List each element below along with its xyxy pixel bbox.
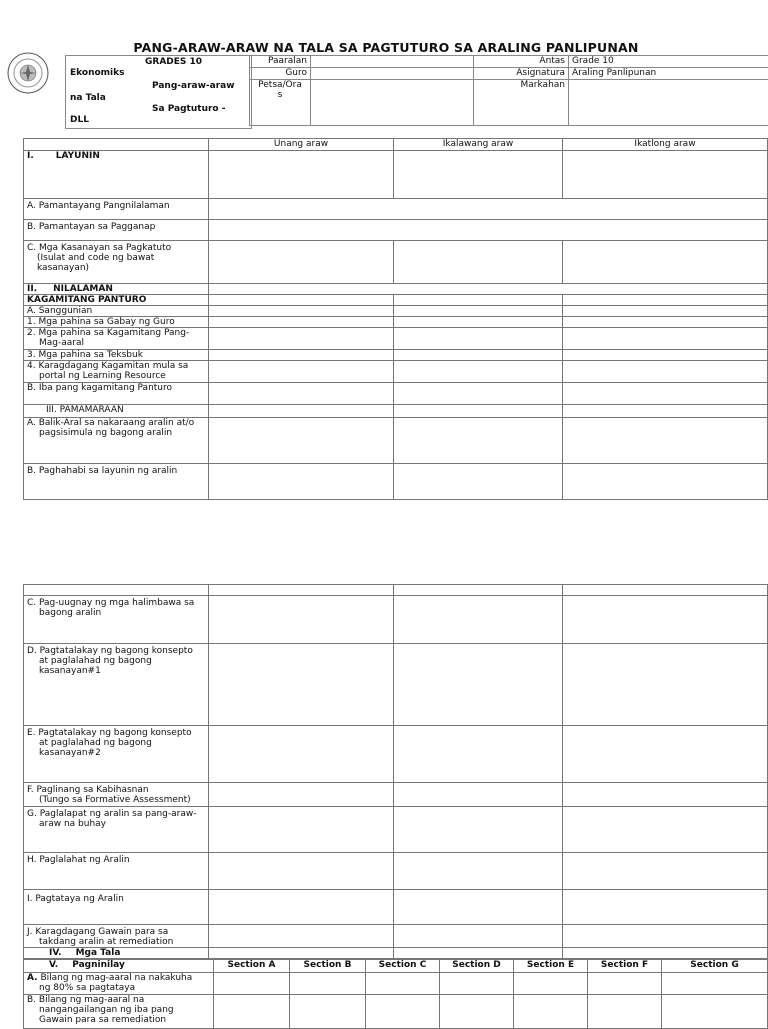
row-paglinang: F. Paglinang sa Kabihasnan (Tungo sa Formative Assessment)	[24, 783, 209, 807]
table-row	[24, 464, 768, 500]
lesson-table-part1	[23, 138, 768, 500]
field-petsa[interactable]	[311, 80, 474, 126]
label-guro: Guro	[250, 68, 311, 80]
row-bilang-remediation: B. Bilang ng mag-aaral na nangangailangan ng iba pang Gawain para sa remediation	[24, 995, 214, 1029]
page-title: PANG-ARAW-ARAW NA TALA SA PAGTUTURO SA ARALING PANLIPUNAN	[0, 40, 768, 55]
header-na-tala: na Tala	[70, 93, 106, 103]
value-asignatura[interactable]: Araling Panlipunan	[569, 68, 768, 80]
col-section-f: Section F	[588, 960, 662, 973]
row-balik-aral: A. Balik-Aral sa nakaraang aralin at/o pagsisimula ng bagong aralin	[24, 418, 209, 464]
col-section-a: Section A	[214, 960, 290, 973]
row-kagamitang-panturo: KAGAMITANG PANTURO	[24, 295, 209, 306]
row-pagtataya: I. Pagtataya ng Aralin	[24, 890, 209, 925]
row-pamantayang-pangnilalaman: A. Pamantayang Pangnilalaman	[24, 199, 209, 220]
header-info-table	[249, 55, 768, 126]
table-row	[24, 948, 768, 959]
row-kagamitang-pang-mag-aaral: 2. Mga pahina sa Kagamitang Pang- Mag-aaral	[24, 328, 209, 350]
row-karagdagang-kagamitan: 4. Karagdagang Kagamitan mula sa portal ng Learning Resource	[24, 361, 209, 383]
sections-header-row	[24, 960, 768, 973]
col-section-g: Section G	[662, 960, 768, 973]
table-row	[24, 726, 768, 783]
header-dll: DLL	[70, 115, 89, 125]
row-gabay-ng-guro: 1. Mga pahina sa Gabay ng Guro	[24, 317, 209, 328]
col-section-c: Section C	[366, 960, 440, 973]
table-row	[24, 151, 768, 199]
row-pag-uugnay: C. Pag-uugnay ng mga halimbawa sa bagong aralin	[24, 596, 209, 644]
table-row	[24, 925, 768, 948]
table-row	[24, 220, 768, 241]
table-row	[24, 405, 768, 418]
table-row	[24, 284, 768, 295]
deped-seal-icon	[7, 52, 49, 94]
table-row	[24, 596, 768, 644]
field-guro[interactable]	[311, 68, 474, 80]
row-pagtatalakay-2: E. Pagtatalakay ng bagong konsepto at paglalahad ng bagong kasanayan#2	[24, 726, 209, 783]
row-teksbuk: 3. Mga pahina sa Teksbuk	[24, 350, 209, 361]
header-ekonomiks: Ekonomiks	[70, 68, 124, 78]
table-row	[24, 853, 768, 890]
label-asignatura: Asignatura	[474, 68, 569, 80]
row-iba-pang-kagamitan: B. Iba pang kagamitang Panturo	[24, 383, 209, 405]
table-row	[24, 783, 768, 807]
row-pagtatalakay-1: D. Pagtatalakay ng bagong konsepto at paglalahad ng bagong kasanayan#1	[24, 644, 209, 726]
row-paglalahat: H. Paglalahat ng Aralin	[24, 853, 209, 890]
header-sa-pagtuturo: Sa Pagtuturo -	[152, 104, 225, 114]
table-row	[24, 890, 768, 925]
table-row	[24, 644, 768, 726]
table-row	[24, 350, 768, 361]
table-row	[24, 199, 768, 220]
field-markahan[interactable]	[569, 80, 768, 126]
col-section-d: Section D	[440, 960, 514, 973]
table-row	[24, 241, 768, 284]
row-layunin: I. LAYUNIN	[24, 151, 209, 199]
label-paaralan: Paaralan	[250, 56, 311, 68]
row-pamantayan-sa-pagganap: B. Pamantayan sa Pagganap	[24, 220, 209, 241]
row-paglalapat: G. Paglalapat ng aralin sa pang-araw- araw na buhay	[24, 807, 209, 853]
label-petsa: Petsa/Ora s	[250, 80, 311, 126]
row-nilalaman: II. NILALAMAN	[24, 284, 209, 295]
col-section-e: Section E	[514, 960, 588, 973]
col-ikatlong-araw: Ikatlong araw	[563, 139, 768, 151]
row-paghahabi: B. Paghahabi sa layunin ng aralin	[24, 464, 209, 500]
row-bilang-80: A. Bilang ng mag-aaral na nakakuha ng 80% sa pagtataya	[24, 973, 214, 995]
table-row	[24, 306, 768, 317]
table-row	[24, 807, 768, 853]
row-karagdagang-gawain: J. Karagdagang Gawain para sa takdang aralin at remediation	[24, 925, 209, 948]
value-antas[interactable]: Grade 10	[569, 56, 768, 68]
table-row	[24, 383, 768, 405]
row-pamamaraan: III. PAMAMARAAN	[24, 405, 209, 418]
table-row	[24, 328, 768, 350]
col-section-b: Section B	[290, 960, 366, 973]
table-row	[24, 361, 768, 383]
col-unang-araw: Unang araw	[209, 139, 394, 151]
table-row	[24, 295, 768, 306]
header-grades: GRADES 10	[145, 57, 202, 67]
table-header-row	[24, 139, 768, 151]
table-row	[24, 973, 768, 995]
row-mga-kasanayan: C. Mga Kasanayan sa Pagkatuto (Isulat and code ng bawat kasanayan)	[24, 241, 209, 284]
row-pagninilay: V. Pagninilay	[24, 960, 214, 973]
col-ikalawang-araw: Ikalawang araw	[394, 139, 563, 151]
label-markahan: Markahan	[474, 80, 569, 126]
label-antas: Antas	[474, 56, 569, 68]
header-pang-araw: Pang-araw-araw	[152, 81, 235, 91]
table-row	[24, 418, 768, 464]
pagninilay-table	[23, 959, 768, 1029]
table-row	[24, 317, 768, 328]
lesson-table-part2	[23, 584, 768, 959]
field-paaralan[interactable]	[311, 56, 474, 68]
row-mga-tala: IV. Mga Tala	[24, 948, 209, 959]
table-row	[24, 995, 768, 1029]
row-sanggunian: A. Sanggunian	[24, 306, 209, 317]
